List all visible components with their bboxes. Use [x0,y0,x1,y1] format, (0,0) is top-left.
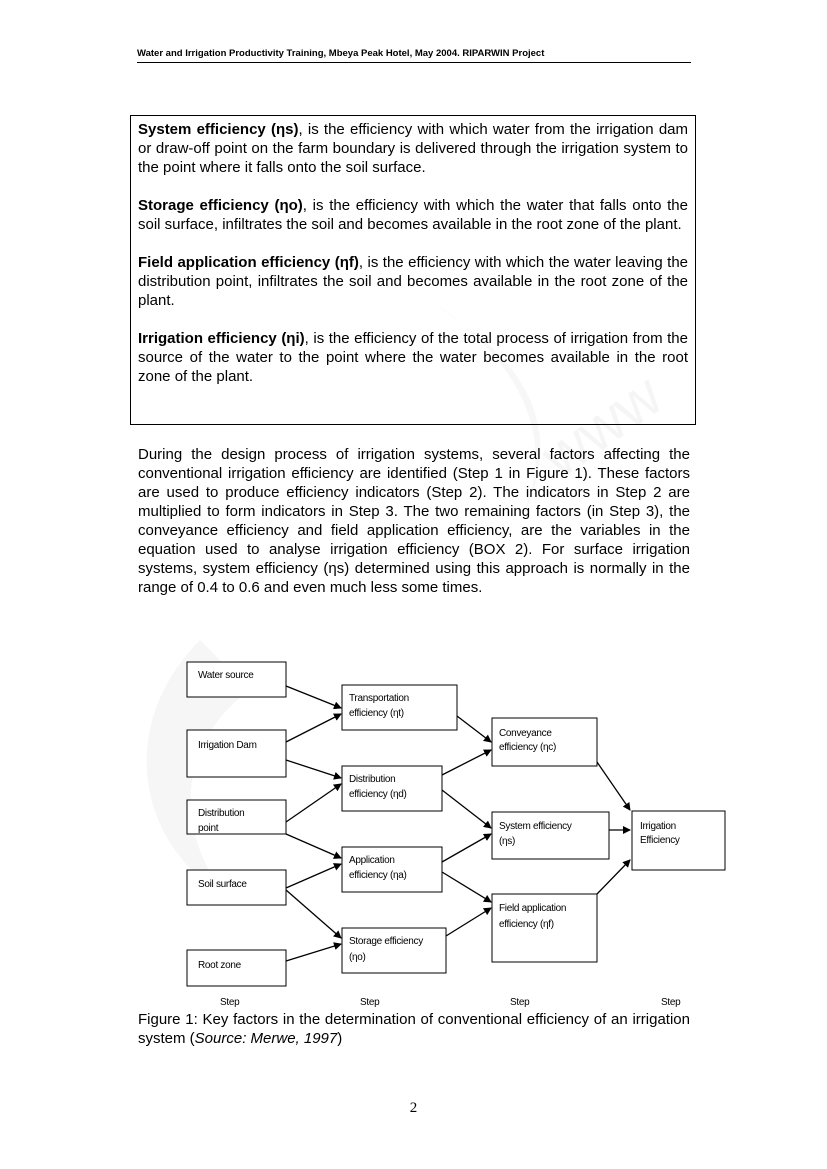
step1-factor-root-zone [187,950,286,986]
definition-term: Storage efficiency (ηo) [138,197,303,214]
box-label: efficiency (ηf) [499,919,554,930]
definitions-box [130,115,696,425]
page-number: 2 [409,1100,418,1116]
caption-text: Figure 1: Key factors in the determination of conventional efficiency of an irrigation system ( [138,1011,690,1047]
step1-factor-distribution-point [187,800,286,834]
efficiency-flow-diagram [0,650,827,1010]
arrow [286,864,341,888]
arrow [442,872,491,902]
definition-field-application-efficiency [138,253,688,310]
box-label: Root zone [198,960,241,971]
box-label: Water source [198,670,254,681]
box-label: Irrigation Dam [198,740,257,751]
step3-field-application-efficiency [492,894,597,962]
step3-system-efficiency [492,812,609,859]
step1-factor-water-source [187,662,286,697]
running-header: Water and Irrigation Productivity Training, Mbeya Peak Hotel, May 2004. RIPARWIN Project [137,48,691,63]
arrow [286,890,341,938]
box-label: Conveyance [499,728,552,739]
arrow [442,834,491,862]
arrow [597,762,630,810]
box-label: (ηo) [349,952,366,963]
definition-irrigation-efficiency [138,329,688,386]
arrow [286,760,341,778]
arrow [457,716,491,742]
box-label: Irrigation [640,821,676,832]
box-label: (ηs) [499,836,516,847]
definition-storage-efficiency [138,196,688,234]
definition-text: , is the efficiency with which the water that falls onto the soil surface, infiltrates the soil and becomes available in the root zone of the plant. [138,197,688,233]
arrow [286,944,341,961]
arrow [286,784,341,822]
box-label: efficiency (ηd) [349,789,407,800]
box-label: point [198,823,219,834]
step1-factor-irrigation-dam [187,730,286,777]
box-label: Storage efficiency [349,936,423,947]
definition-text: , is the efficiency with which the water leaving the distribution point, infiltrates the soil and becomes available in the root zone of the plant. [138,254,689,309]
definition-system-efficiency [138,120,688,177]
box-label: System efficiency [499,821,572,832]
definition-term: Irrigation efficiency (ηi) [138,330,305,347]
step2-storage-efficiency [342,928,446,973]
body-paragraph: During the design process of irrigation systems, several factors affecting the conventional irrigation efficiency are identified (Step 1 in Figure 1). These factors are used to produce efficiency indicators (Step 2). The indicators in Step 2 are multiplied to form indicators in Step 3. The two remaining factors (in Step 3), the conveyance efficiency and field application efficiency, are the variables in the equation used to analyse irrigation efficiency (BOX 2). For surface irrigation systems, system efficiency (ηs) determined using this approach is normally in the range of 0.4 to 0.6 and even much less some times. [138,446,690,596]
definition-text: , is the efficiency of the total process of irrigation from the source of the water to the point where the water becomes available in the root zone of the plant. [138,330,688,385]
box-label: Application [349,855,395,866]
box-label: Distribution [349,774,396,785]
box-label: efficiency (ηc) [499,742,557,753]
box-label: Soil surface [198,879,247,890]
step2-transportation-efficiency [342,685,457,730]
step3-conveyance-efficiency [492,718,597,766]
step-labels [220,997,681,1008]
caption-source: Source: Merwe, 1997 [194,1030,338,1047]
definition-term: System efficiency (ηs) [138,121,299,138]
box-label: Efficiency [640,835,680,846]
arrow [442,790,491,828]
step-label: Step [360,997,380,1008]
box-label: efficiency (ηa) [349,870,407,881]
arrow [597,860,630,894]
step2-application-efficiency [342,847,442,892]
arrow [442,750,491,775]
step-label: Step [220,997,240,1008]
box-label: efficiency (ηt) [349,708,404,719]
step2-distribution-efficiency [342,766,442,811]
box-label: Transportation [349,693,409,704]
definition-text: , is the efficiency with which water from the irrigation dam or draw-off point on the farm boundary is delivered through the irrigation system to the point where it falls onto the soil surface. [138,121,688,176]
arrow [446,908,491,936]
arrow [286,686,341,708]
step4-irrigation-efficiency [632,811,725,870]
step-label: Step [510,997,530,1008]
definition-term: Field application efficiency (ηf) [138,254,359,271]
step1-factor-soil-surface [187,870,286,905]
box-label: Distribution [198,808,245,819]
arrow [286,834,341,858]
arrow [286,714,341,742]
step-label: Step [661,997,681,1008]
figure-caption [138,1010,690,1048]
box-label: Field application [499,903,567,914]
caption-close: ) [337,1030,343,1047]
